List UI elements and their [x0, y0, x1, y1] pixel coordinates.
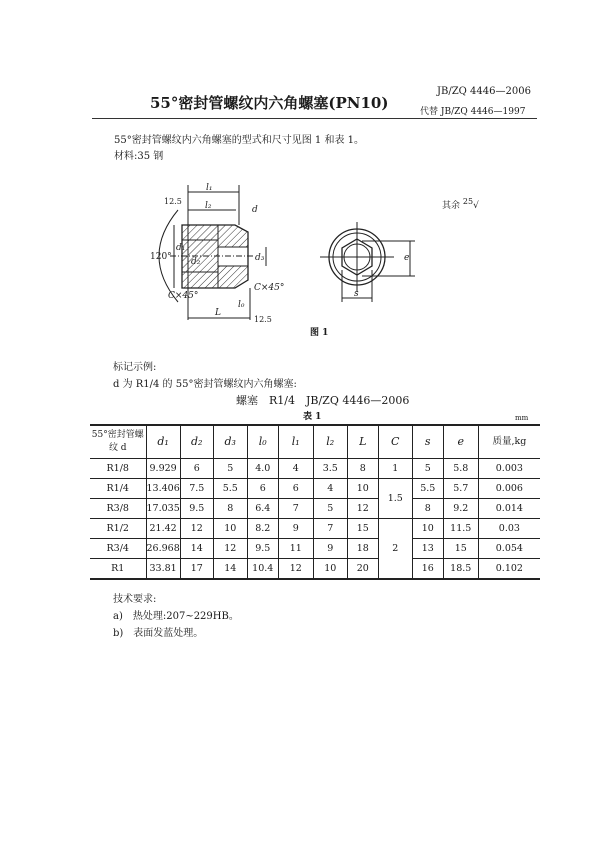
table-cell: 14: [180, 539, 213, 559]
table-cell: 8: [412, 499, 443, 519]
marking-heading: 标记示例:: [113, 362, 157, 373]
table-cell: 21.42: [146, 519, 180, 539]
tech-heading: 技术要求:: [113, 594, 157, 605]
intro-text: 55°密封管螺纹内六角螺塞的型式和尺寸见图 1 和表 1。: [114, 135, 364, 146]
header-thread: 55°密封管螺纹 d: [90, 425, 146, 459]
figure-caption: 图 1: [310, 328, 329, 338]
label-s: s: [354, 289, 359, 299]
table-cell: 5.5: [213, 479, 247, 499]
table-row: [90, 519, 540, 539]
table-cell: 13: [412, 539, 443, 559]
label-e: e: [404, 253, 410, 263]
table-cell: 15: [347, 519, 378, 539]
table-cell: 9.5: [180, 499, 213, 519]
table-cell: 11: [278, 539, 313, 559]
table-cell: R1: [90, 559, 146, 580]
table-cell: 33.81: [146, 559, 180, 580]
table-cell: 7: [278, 499, 313, 519]
label-roughness-2: 12.5: [254, 315, 272, 324]
end-view: [320, 222, 415, 302]
table-cell: R3/8: [90, 499, 146, 519]
table-cell: 0.006: [478, 479, 540, 499]
table-cell: 18.5: [443, 559, 478, 580]
table-cell: 6: [180, 459, 213, 479]
table-cell: 0.014: [478, 499, 540, 519]
table-cell: 4: [278, 459, 313, 479]
header-s: s: [412, 425, 443, 459]
table-cell: 12: [213, 539, 247, 559]
header-d3: d₃: [213, 425, 247, 459]
replaces-standard: 代替 JB/ZQ 4446—1997: [420, 107, 526, 117]
header-L: L: [347, 425, 378, 459]
table-cell: 6: [247, 479, 278, 499]
label-roughness-1: 12.5: [164, 197, 182, 206]
table-cell: 20: [347, 559, 378, 580]
label-l1: l₁: [206, 183, 213, 193]
table-cell: 16: [412, 559, 443, 580]
table-cell: 15: [443, 539, 478, 559]
roughness-icon: √: [473, 201, 479, 211]
table-cell: 13.406: [146, 479, 180, 499]
table-row: [90, 459, 540, 479]
table-cell: 6.4: [247, 499, 278, 519]
marking-example: 螺塞 R1/4 JB/ZQ 4446—2006: [236, 394, 410, 407]
header-l1: l₁: [278, 425, 313, 459]
table-cell: 5: [313, 499, 347, 519]
table-cell: 0.054: [478, 539, 540, 559]
table-cell: 9: [313, 539, 347, 559]
table-cell: 8: [347, 459, 378, 479]
table-cell: 1.5: [378, 479, 412, 519]
table-row: [90, 499, 540, 519]
table-cell: 8: [213, 499, 247, 519]
table-cell: 14: [213, 559, 247, 580]
table-cell: 5.8: [443, 459, 478, 479]
table-row: [90, 479, 540, 499]
table-cell: R1/2: [90, 519, 146, 539]
figure-drawing: [150, 180, 450, 325]
header-C: C: [378, 425, 412, 459]
table-cell: 0.003: [478, 459, 540, 479]
table-cell: 10: [412, 519, 443, 539]
tech-item-b: b) 表面发蓝处理。: [113, 628, 204, 639]
table-cell: 17: [180, 559, 213, 580]
table-cell: 4.0: [247, 459, 278, 479]
label-d: d: [252, 205, 258, 215]
label-d2: d₂: [191, 257, 201, 267]
table-cell: 12: [347, 499, 378, 519]
table-cell: 0.102: [478, 559, 540, 580]
rest-label: 其余: [442, 201, 461, 211]
table-cell: R1/4: [90, 479, 146, 499]
label-d3: d₃: [255, 253, 265, 263]
table-cell: 4: [313, 479, 347, 499]
table-cell: 10: [313, 559, 347, 580]
table-cell: 3.5: [313, 459, 347, 479]
table-cell: 5: [213, 459, 247, 479]
table-cell: 5.5: [412, 479, 443, 499]
table-unit: mm: [515, 414, 529, 422]
table-cell: 10: [213, 519, 247, 539]
table-cell: 8.2: [247, 519, 278, 539]
table-cell: 17.035: [146, 499, 180, 519]
standard-number: JB/ZQ 4446—2006: [437, 86, 531, 97]
table-cell: 12: [278, 559, 313, 580]
header-d2: d₂: [180, 425, 213, 459]
table-cell: 6: [278, 479, 313, 499]
table-cell: 9.2: [443, 499, 478, 519]
header-d1: d₁: [146, 425, 180, 459]
header-l2: l₂: [313, 425, 347, 459]
material-text: 材料:35 钢: [114, 151, 164, 162]
label-L: L: [215, 308, 221, 318]
label-angle: 120°: [150, 252, 172, 262]
table-row: [90, 539, 540, 559]
table-cell: 1: [378, 459, 412, 479]
table-cell: 26.968: [146, 539, 180, 559]
table-cell: 11.5: [443, 519, 478, 539]
table-cell: 7.5: [180, 479, 213, 499]
marking-description: d 为 R1/4 的 55°密封管螺纹内六角螺塞:: [113, 379, 297, 390]
label-chamfer-2: C×45°: [254, 283, 285, 293]
table-cell: 18: [347, 539, 378, 559]
label-chamfer-1: C×45°: [168, 291, 199, 301]
page-title: 55°密封管螺纹内六角螺塞(PN10): [150, 94, 389, 112]
tech-item-a: a) 热处理:207~229HB。: [113, 611, 239, 622]
table-cell: 10: [347, 479, 378, 499]
header-rule: [92, 118, 537, 119]
header-l0: l₀: [247, 425, 278, 459]
table-cell: 9: [278, 519, 313, 539]
table-cell: 5: [412, 459, 443, 479]
rest-value: 25: [462, 197, 474, 206]
table-cell: 9.5: [247, 539, 278, 559]
table-caption: 表 1: [303, 412, 322, 422]
table-cell: R1/8: [90, 459, 146, 479]
table-cell: 12: [180, 519, 213, 539]
header-e: e: [443, 425, 478, 459]
table-cell: 7: [313, 519, 347, 539]
label-d1: d₁: [176, 243, 186, 253]
label-l2: l₂: [205, 201, 212, 211]
table-cell: R3/4: [90, 539, 146, 559]
label-l0: l₀: [238, 300, 245, 310]
table-cell: 2: [378, 519, 412, 580]
table-cell: 0.03: [478, 519, 540, 539]
dimension-table: [90, 424, 540, 580]
table-header-row: [90, 425, 540, 459]
rest-roughness: [442, 197, 479, 211]
header-mass: 质量,kg: [478, 425, 540, 459]
table-cell: 5.7: [443, 479, 478, 499]
table-cell: 10.4: [247, 559, 278, 580]
table-cell: 9.929: [146, 459, 180, 479]
table-row: [90, 559, 540, 580]
